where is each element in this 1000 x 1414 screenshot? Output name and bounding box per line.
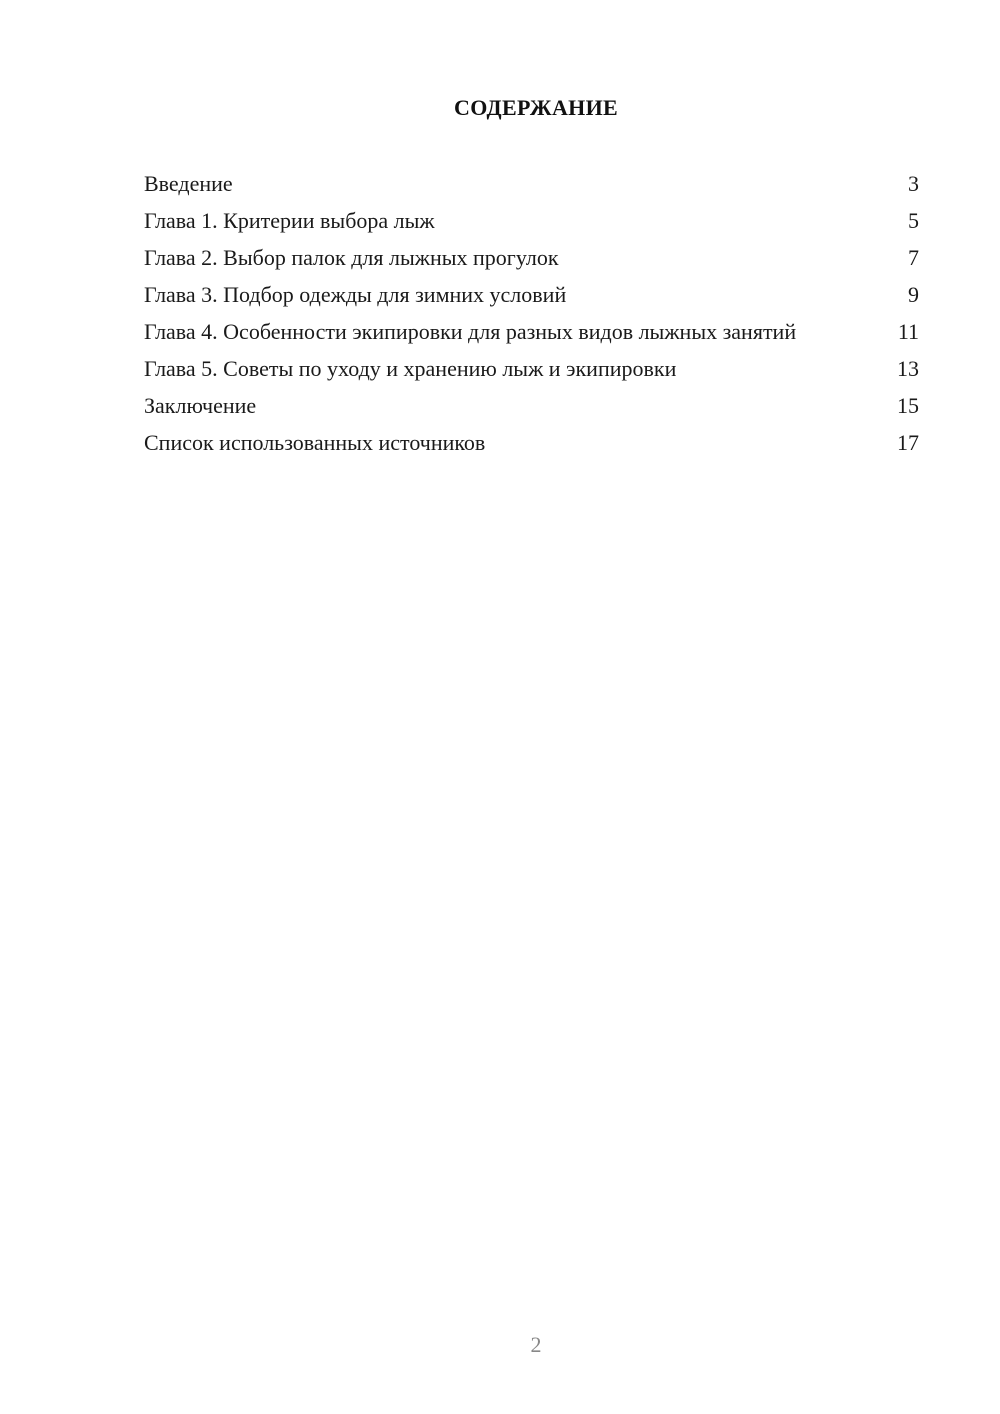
toc-entry-label: Список использованных источников — [144, 430, 486, 455]
toc-entry-conclusion[interactable] — [144, 392, 919, 419]
toc-entry-label: Введение — [144, 171, 233, 196]
toc-heading: СОДЕРЖАНИЕ — [454, 95, 618, 120]
toc-entry-page: 17 — [897, 430, 919, 455]
toc-entry-page: 3 — [908, 171, 919, 196]
toc-entry-chapter-4[interactable] — [144, 318, 919, 345]
toc-entry-chapter-2[interactable] — [144, 244, 919, 271]
table-of-contents — [144, 170, 919, 466]
toc-entry-page: 5 — [908, 208, 919, 233]
toc-entry-page: 11 — [897, 319, 919, 344]
toc-entry-label: Глава 3. Подбор одежды для зимних условий — [144, 282, 567, 307]
toc-entry-label: Глава 5. Советы по уходу и хранению лыж и экипировки — [144, 356, 677, 381]
toc-entry-page: 15 — [897, 393, 919, 418]
toc-entry-label: Глава 1. Критерии выбора лыж — [144, 208, 435, 233]
page-number: 2 — [530, 1332, 542, 1357]
toc-entry-chapter-5[interactable] — [144, 355, 919, 382]
toc-entry-introduction[interactable] — [144, 170, 919, 197]
toc-entry-chapter-3[interactable] — [144, 281, 919, 308]
toc-entry-references[interactable] — [144, 429, 919, 456]
toc-entry-label: Глава 2. Выбор палок для лыжных прогулок — [144, 245, 559, 270]
toc-entry-chapter-1[interactable] — [144, 207, 919, 234]
toc-entry-page: 13 — [897, 356, 919, 381]
toc-entry-page: 7 — [908, 245, 919, 270]
toc-entry-label: Глава 4. Особенности экипировки для разных видов лыжных занятий — [144, 319, 797, 344]
toc-entry-page: 9 — [908, 282, 919, 307]
toc-entry-label: Заключение — [144, 393, 257, 418]
